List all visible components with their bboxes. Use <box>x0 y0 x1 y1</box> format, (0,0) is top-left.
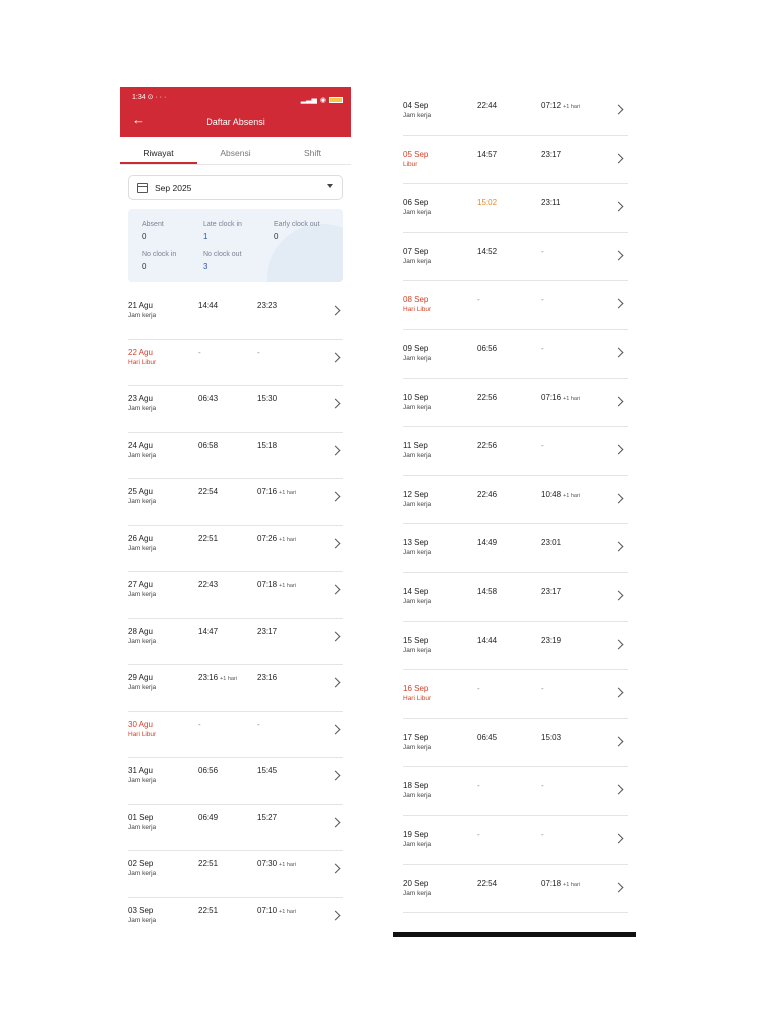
row-type: Jam kerja <box>128 544 157 552</box>
row-date: 17 Sep <box>403 732 429 742</box>
chevron-right-icon[interactable] <box>614 493 624 503</box>
row-type: Hari Libur <box>128 730 157 738</box>
row-date: 12 Sep <box>403 489 429 499</box>
attendance-row[interactable] <box>128 851 343 898</box>
clock-out-time: 23:17 <box>541 586 562 596</box>
row-type: Jam kerja <box>128 498 157 505</box>
status-bar <box>120 87 351 107</box>
clock-out-time: - <box>541 246 544 256</box>
clock-out-time: 07:16 +1 hari <box>541 392 581 402</box>
clock-in-time: 22:51 <box>198 905 219 915</box>
next-day-note: +1 hari <box>279 908 297 915</box>
back-arrow-icon[interactable]: ← <box>132 112 145 127</box>
attendance-row[interactable] <box>128 386 343 433</box>
chevron-right-icon[interactable] <box>331 631 341 641</box>
clock-out-time: 07:12 +1 hari <box>541 101 581 110</box>
clock-in-time: 22:44 <box>477 101 498 110</box>
status-time: 1:34 ⊙ · · · <box>132 94 167 101</box>
row-date: 03 Sep <box>128 905 154 915</box>
row-type: Jam kerja <box>403 112 432 119</box>
row-type: Hari Libur <box>403 695 432 703</box>
row-date: 15 Sep <box>403 635 429 645</box>
chevron-right-icon[interactable] <box>614 250 624 260</box>
row-type: Jam kerja <box>128 870 157 877</box>
clock-in-time: 14:47 <box>198 626 219 636</box>
attendance-row[interactable] <box>403 281 628 330</box>
next-day-note: +1 hari <box>279 583 297 589</box>
chevron-right-icon[interactable] <box>614 445 624 455</box>
right-screenshot-panel <box>393 87 636 937</box>
chevron-right-icon[interactable] <box>331 910 341 920</box>
month-value: Sep 2025 <box>155 182 192 193</box>
row-date: 11 Sep <box>403 441 428 451</box>
row-date: 23 Agu <box>128 394 153 403</box>
clock-in-time: 22:46 <box>477 489 498 499</box>
clock-out-time: 07:18 +1 hari <box>541 878 581 888</box>
chevron-right-icon[interactable] <box>614 299 624 309</box>
bottom-divider <box>393 932 636 937</box>
row-date: 24 Agu <box>128 440 153 450</box>
clock-out-time: 07:30 +1 hari <box>257 859 297 868</box>
clock-in-time: - <box>477 295 480 305</box>
attendance-row[interactable] <box>403 767 628 816</box>
chevron-down-icon <box>327 184 333 188</box>
row-type: Jam kerja <box>128 916 157 924</box>
tab-shift[interactable]: Shift <box>303 148 321 158</box>
attendance-row[interactable] <box>403 87 628 136</box>
row-type: Jam kerja <box>403 452 432 460</box>
clock-in-time: - <box>198 347 201 357</box>
stat-no-clock-in: No clock in 0 <box>142 251 177 271</box>
row-date: 07 Sep <box>403 246 429 256</box>
clock-in-time: 14:44 <box>198 301 219 310</box>
signal-icon: ▂▃▅ <box>300 97 317 104</box>
clock-in-time: 23:16 +1 hari <box>198 673 238 682</box>
attendance-row[interactable] <box>128 479 343 526</box>
row-type: Jam kerja <box>403 257 432 265</box>
chevron-right-icon[interactable] <box>614 590 624 600</box>
chevron-right-icon[interactable] <box>331 864 341 874</box>
clock-out-time: 07:18 +1 hari <box>257 580 297 589</box>
next-day-note: +1 hari <box>563 104 581 110</box>
clock-in-time: - <box>477 684 480 694</box>
next-day-note: +1 hari <box>279 490 297 496</box>
clock-out-time: 23:01 <box>541 538 562 548</box>
chevron-right-icon[interactable] <box>331 492 341 502</box>
row-date: 02 Sep <box>128 859 154 868</box>
chevron-right-icon[interactable] <box>331 678 341 688</box>
row-type: Jam kerja <box>403 646 432 654</box>
row-date: 30 Agu <box>128 719 153 729</box>
row-date: 27 Agu <box>128 580 153 589</box>
clock-in-time: 06:49 <box>198 812 219 822</box>
chevron-right-icon[interactable] <box>331 585 341 595</box>
calendar-icon <box>137 183 148 193</box>
attendance-row[interactable] <box>128 758 343 805</box>
attendance-row[interactable] <box>403 622 628 671</box>
attendance-row[interactable] <box>403 379 628 428</box>
row-date: 31 Agu <box>128 766 153 775</box>
clock-in-time: 06:43 <box>198 394 219 403</box>
clock-out-time: 07:10 +1 hari <box>257 905 297 915</box>
chevron-right-icon[interactable] <box>331 817 341 827</box>
row-date: 21 Agu <box>128 301 153 310</box>
row-type: Hari Libur <box>403 306 432 314</box>
attendance-summary-card <box>128 209 343 282</box>
row-type: Jam kerja <box>403 209 432 217</box>
row-type: Jam kerja <box>128 823 157 831</box>
row-date: 05 Sep <box>403 149 429 159</box>
attendance-row[interactable] <box>403 330 628 379</box>
stat-no-clock-out: No clock out 3 <box>203 251 242 271</box>
clock-in-time: - <box>477 781 480 791</box>
chevron-right-icon[interactable] <box>614 833 624 843</box>
chevron-right-icon[interactable] <box>614 785 624 795</box>
clock-out-time: - <box>541 829 544 839</box>
chevron-right-icon[interactable] <box>614 542 624 552</box>
row-date: 14 Sep <box>403 586 429 596</box>
attendance-row[interactable] <box>128 572 343 619</box>
app-bar <box>120 107 351 137</box>
attendance-row[interactable] <box>128 293 343 340</box>
row-date: 18 Sep <box>403 781 429 791</box>
row-date: 19 Sep <box>403 829 429 839</box>
chevron-right-icon[interactable] <box>331 538 341 548</box>
attendance-row[interactable] <box>403 476 628 525</box>
clock-in-time: 06:56 <box>198 766 219 775</box>
clock-out-time: - <box>257 719 260 729</box>
row-type: Jam kerja <box>128 637 157 645</box>
attendance-list-right <box>393 87 636 913</box>
clock-out-time: - <box>541 343 544 353</box>
clock-in-time: 14:49 <box>477 538 498 548</box>
attendance-row[interactable] <box>128 433 343 480</box>
clock-out-time: 15:03 <box>541 732 562 742</box>
row-type: Jam kerja <box>403 597 432 605</box>
chevron-right-icon[interactable] <box>614 736 624 746</box>
clock-in-time: 22:43 <box>198 580 219 589</box>
attendance-row[interactable] <box>403 573 628 622</box>
row-type: Jam kerja <box>403 840 432 848</box>
clock-out-time: 07:26 +1 hari <box>257 533 297 543</box>
row-date: 28 Agu <box>128 626 153 636</box>
clock-in-time: 15:02 <box>477 198 498 208</box>
clock-in-time: 06:45 <box>477 732 498 742</box>
next-day-note: +1 hari <box>279 536 297 543</box>
next-day-note: +1 hari <box>563 492 581 499</box>
attendance-row[interactable] <box>128 665 343 712</box>
page-title: Daftar Absensi <box>206 117 265 127</box>
next-day-note: +1 hari <box>563 881 581 888</box>
row-type: Libur <box>403 160 418 168</box>
clock-in-time: 06:56 <box>477 343 498 353</box>
clock-out-time: 23:16 <box>257 673 278 682</box>
left-screenshot-panel <box>120 87 351 937</box>
row-date: 08 Sep <box>403 295 429 305</box>
attendance-row[interactable] <box>128 619 343 666</box>
row-type: Jam kerja <box>128 777 157 784</box>
attendance-row[interactable] <box>403 427 628 476</box>
month-dropdown[interactable] <box>128 175 343 200</box>
clock-out-time: 23:17 <box>257 626 278 636</box>
attendance-row[interactable] <box>128 805 343 852</box>
row-date: 22 Agu <box>128 347 153 357</box>
status-icons <box>301 93 343 107</box>
chevron-right-icon[interactable] <box>331 445 341 455</box>
row-type: Jam kerja <box>403 792 432 800</box>
attendance-row[interactable] <box>128 526 343 573</box>
row-date: 01 Sep <box>128 812 154 822</box>
clock-out-time: - <box>541 441 544 451</box>
clock-out-time: 10:48 +1 hari <box>541 489 581 499</box>
clock-out-time: 07:16 +1 hari <box>257 487 297 496</box>
attendance-row[interactable] <box>403 136 628 185</box>
row-type: Jam kerja <box>403 500 432 508</box>
chevron-right-icon[interactable] <box>614 396 624 406</box>
chevron-right-icon[interactable] <box>614 639 624 649</box>
row-type: Jam kerja <box>128 591 157 598</box>
row-type: Jam kerja <box>403 889 432 897</box>
clock-in-time: 06:58 <box>198 440 219 450</box>
clock-out-time: - <box>257 347 260 357</box>
clock-in-time: 14:57 <box>477 149 498 159</box>
row-date: 29 Agu <box>128 673 153 682</box>
row-type: Jam kerja <box>128 684 157 691</box>
clock-in-time: 22:56 <box>477 392 498 402</box>
clock-in-time: 14:44 <box>477 635 498 645</box>
battery-icon <box>329 97 343 103</box>
row-type: Jam kerja <box>403 549 432 557</box>
row-date: 20 Sep <box>403 878 429 888</box>
clock-out-time: 23:11 <box>541 198 561 208</box>
chevron-right-icon[interactable] <box>614 348 624 358</box>
attendance-row[interactable] <box>403 524 628 573</box>
wifi-icon: ◉ <box>319 97 326 104</box>
clock-out-time: 15:30 <box>257 394 278 403</box>
next-day-note: +1 hari <box>220 676 238 682</box>
clock-in-time: 22:51 <box>198 859 219 868</box>
stat-early-clock-out: Early clock out 0 <box>274 221 320 241</box>
row-date: 06 Sep <box>403 198 429 208</box>
attendance-row[interactable] <box>403 233 628 282</box>
clock-out-time: 23:19 <box>541 635 562 645</box>
row-date: 13 Sep <box>403 538 429 548</box>
row-type: Jam kerja <box>403 403 432 411</box>
chevron-right-icon[interactable] <box>331 724 341 734</box>
attendance-row[interactable] <box>403 719 628 768</box>
attendance-row[interactable] <box>128 340 343 387</box>
row-date: 04 Sep <box>403 101 429 110</box>
clock-out-time: 15:27 <box>257 812 278 822</box>
tab-absensi[interactable]: Absensi <box>220 148 251 158</box>
clock-in-time: 22:51 <box>198 533 219 543</box>
clock-in-time: 22:54 <box>477 878 498 888</box>
clock-in-time: 22:54 <box>198 487 219 496</box>
clock-out-time: 15:18 <box>257 440 278 450</box>
chevron-right-icon[interactable] <box>331 399 341 409</box>
attendance-row[interactable] <box>403 184 628 233</box>
row-date: 10 Sep <box>403 392 429 402</box>
attendance-row[interactable] <box>128 898 343 938</box>
tab-bar <box>120 137 351 165</box>
attendance-row[interactable] <box>128 712 343 759</box>
clock-out-time: 23:23 <box>257 301 278 310</box>
attendance-list-left <box>120 293 351 937</box>
row-date: 26 Agu <box>128 533 153 543</box>
clock-out-time: 23:17 <box>541 149 562 159</box>
row-type: Jam kerja <box>128 451 157 459</box>
next-day-note: +1 hari <box>563 395 581 402</box>
stat-absent: Absent 0 <box>142 221 164 241</box>
clock-in-time: 14:52 <box>477 246 498 256</box>
row-date: 16 Sep <box>403 684 429 694</box>
clock-out-time: 15:45 <box>257 766 278 775</box>
app-header <box>120 87 351 137</box>
clock-in-time: 22:56 <box>477 441 498 451</box>
chevron-right-icon[interactable] <box>614 105 624 115</box>
row-type: Hari Libur <box>128 358 157 366</box>
attendance-row[interactable] <box>403 670 628 719</box>
clock-out-time: - <box>541 781 544 791</box>
clock-out-time: - <box>541 295 544 305</box>
row-type: Jam kerja <box>128 405 157 412</box>
chevron-right-icon[interactable] <box>331 771 341 781</box>
chevron-right-icon[interactable] <box>614 882 624 892</box>
chevron-right-icon[interactable] <box>614 202 624 212</box>
clock-in-time: - <box>477 829 480 839</box>
row-date: 09 Sep <box>403 343 429 353</box>
attendance-row[interactable] <box>403 865 628 914</box>
stat-late-clock-in: Late clock in 1 <box>203 221 242 241</box>
chevron-right-icon[interactable] <box>614 688 624 698</box>
clock-out-time: - <box>541 684 544 694</box>
row-type: Jam kerja <box>128 312 157 319</box>
tab-riwayat[interactable]: Riwayat <box>120 137 197 164</box>
clock-in-time: 14:58 <box>477 586 498 596</box>
chevron-right-icon[interactable] <box>614 153 624 163</box>
clock-in-time: - <box>198 719 201 729</box>
chevron-right-icon[interactable] <box>331 306 341 316</box>
row-type: Jam kerja <box>403 743 432 751</box>
attendance-row[interactable] <box>403 816 628 865</box>
row-type: Jam kerja <box>403 354 432 362</box>
chevron-right-icon[interactable] <box>331 352 341 362</box>
row-date: 25 Agu <box>128 487 153 496</box>
next-day-note: +1 hari <box>279 862 297 868</box>
